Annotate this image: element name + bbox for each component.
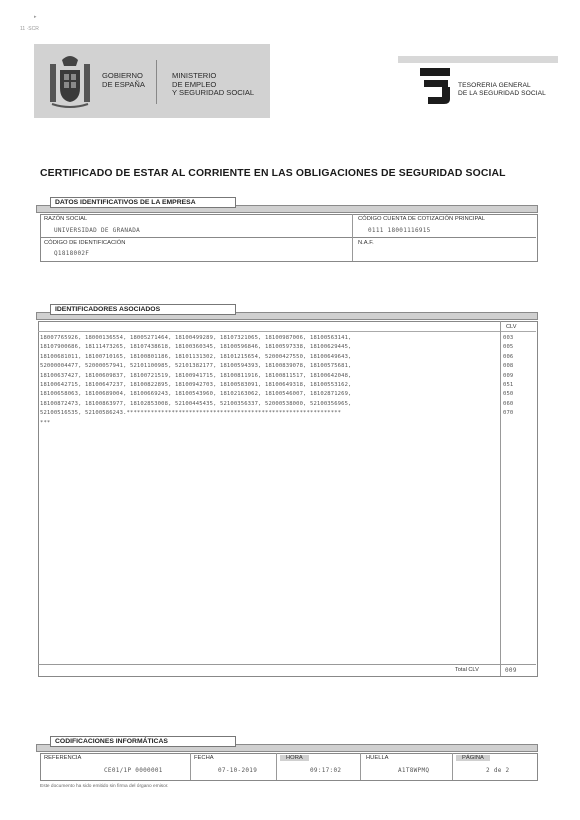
codificaciones-section-label: CODIFICACIONES INFORMÁTICAS xyxy=(50,736,236,747)
total-clv-label: Total CLV xyxy=(455,667,479,673)
codif-divider-4 xyxy=(452,753,453,780)
list-item: 18100681011, 18100710165, 18100801186, 18101131302, 18101215654, 52000427550, 18100649643, xyxy=(40,353,352,360)
razon-social-label: RAZÓN SOCIAL xyxy=(44,216,88,222)
ccc-label: CÓDIGO CUENTA DE COTIZACIÓN PRINCIPAL xyxy=(358,216,486,222)
list-item: 18107900686, 18111473265, 18107438618, 18100360345, 18100596846, 18100597338, 18100629445, xyxy=(40,344,352,351)
clv-value: 051 xyxy=(503,382,514,389)
fecha-label: FECHA xyxy=(194,755,214,761)
list-item: 18100872473, 18100863977, 18102853008, 52100445435, 52100356337, 52000538000, 52100356965, xyxy=(40,400,352,407)
identificadores-list xyxy=(40,334,498,428)
codif-divider-2 xyxy=(276,753,277,780)
total-clv-value: 009 xyxy=(505,667,517,674)
gobierno-text: GOBIERNO DE ESPAÑA xyxy=(102,71,145,89)
hora-value: 09:17:02 xyxy=(310,767,342,774)
huella-value: A1T8WPMQ xyxy=(398,767,430,774)
tgss-decoration xyxy=(398,56,558,63)
list-item: 18100637427, 18100609837, 18100721519, 18100941715, 18100811916, 18100811517, 18100642048, xyxy=(40,372,352,379)
codif-divider-3 xyxy=(360,753,361,780)
hora-label: HORA xyxy=(280,755,309,761)
page-title: CERTIFICADO DE ESTAR AL CORRIENTE EN LAS OBLIGACIONES DE SEGURIDAD SOCIAL xyxy=(40,168,506,179)
footer-note: Este documento ha sido emitido sin firma del órgano emisor. xyxy=(40,784,169,789)
codigo-identificacion-label: CÓDIGO DE IDENTIFICACIÓN xyxy=(44,240,126,246)
clv-value: 070 xyxy=(503,410,514,417)
pagina-value: 2 de 2 xyxy=(486,767,510,774)
clv-value: 006 xyxy=(503,353,514,360)
clv-list xyxy=(503,334,535,419)
list-item: *** xyxy=(40,419,51,426)
list-item: 52100516535, 52100586243.************************************************************** xyxy=(40,410,342,417)
naf-label: N.A.F. xyxy=(358,240,374,246)
tesoreria-text: TESORERIA GENERAL DE LA SEGURIDAD SOCIAL xyxy=(458,82,546,97)
list-item: 52000004477, 52000057941, 52101100985, 52101382177, 18100594393, 18100839078, 18100575681, xyxy=(40,363,352,370)
clv-value: 008 xyxy=(503,363,514,370)
total-divider xyxy=(38,664,536,665)
pagina-label: PÁGINA xyxy=(456,755,490,761)
clv-header: CLV xyxy=(506,324,517,330)
huella-label: HUELLA xyxy=(366,755,389,761)
coat-of-arms-icon xyxy=(46,54,94,110)
codif-divider-1 xyxy=(190,753,191,780)
clv-value: 009 xyxy=(503,372,514,379)
identificadores-section-label: IDENTIFICADORES ASOCIADOS xyxy=(50,304,236,315)
header-divider xyxy=(156,60,157,104)
clv-value: 060 xyxy=(503,400,514,407)
referencia-label: REFERENCIA xyxy=(44,755,82,761)
clv-value: 005 xyxy=(503,344,514,351)
list-item: 18100658063, 18100689004, 18100669243, 18100543960, 18102163062, 18100546007, 18102871269, xyxy=(40,391,352,398)
list-item: 18007765926, 18000136554, 18005271464, 18100499289, 18107321065, 18100987006, 18100563141, xyxy=(40,335,352,341)
codigo-identificacion-value: Q1818002F xyxy=(54,250,90,257)
ccc-value: 0111 18001116915 xyxy=(368,227,431,234)
fecha-value: 07-10-2019 xyxy=(218,767,258,774)
clv-value: 003 xyxy=(503,335,514,341)
scan-mark: ▸ xyxy=(34,14,37,20)
empresa-row-divider xyxy=(40,237,536,238)
ministerio-text: MINISTERIO DE EMPLEO Y SEGURIDAD SOCIAL xyxy=(172,71,255,98)
tgss-logo-icon xyxy=(418,66,456,106)
empresa-col-divider xyxy=(352,214,353,261)
empresa-section-label: DATOS IDENTIFICATIVOS DE LA EMPRESA xyxy=(50,197,236,208)
list-item: 18100642715, 18100647237, 18100822895, 18100942703, 18100583091, 18100649318, 18100553162, xyxy=(40,382,352,389)
referencia-value: CE01/1P 0000001 xyxy=(104,767,163,774)
razon-social-value: UNIVERSIDAD DE GRANADA xyxy=(54,227,141,234)
scan-mark-sub: 11 ·SCR xyxy=(20,26,39,32)
clv-value: 050 xyxy=(503,391,514,398)
clv-column-divider xyxy=(500,321,501,676)
identificadores-header-line xyxy=(38,331,536,332)
